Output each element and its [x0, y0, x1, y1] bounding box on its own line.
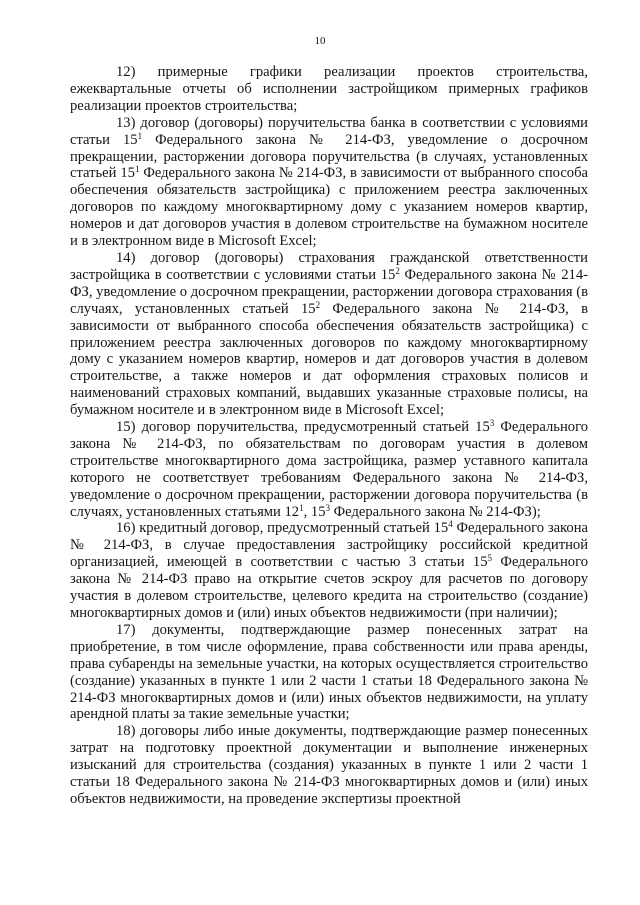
paragraph-item-18: 18) договоры либо иные документы, подтверждающие размер понесенных затрат на подготовку проектной документации и выполнение инженерных изысканий для строительства (создания) указанных в пункте 1 или 2 части 1 статьи 18 Федерального закона № 214-ФЗ многоквартирных домов и (или) иных объектов недвижимости, на проведение экспертизы проектной: [70, 723, 588, 807]
paragraph-item-15: 15) договор поручительства, предусмотренный статьей $15^3$ Федерального закона № 214-ФЗ, по обязательствам по договорам участия в долевом строительстве многоквартирного дома застройщика, размер уставного капитала которого не соответствует требованиям Федерального закона № 214-ФЗ, уведомление о досрочном прекращении, расторжении договора поручительства (в случаях, установленных статьями $12^1$, $15^3$ Федерального закона № 214-ФЗ);: [70, 418, 588, 520]
page-number: 10: [314, 35, 326, 47]
paragraph-item-12: 12) примерные графики реализации проектов строительства, ежеквартальные отчеты об исполнении застройщиком примерных графиков реализации проектов строительства;: [70, 64, 588, 114]
paragraph-item-16: 16) кредитный договор, предусмотренный статьей $15^4$ Федерального закона № 214-ФЗ, в случае предоставления застройщику российской кредитной организацией, имеющей в соответствии с частью 3 статьи $15^5$ Федерального закона № 214-ФЗ право на открытие счетов эскроу для расчетов по договору участия в долевом строительстве, целевого кредита на строительство (создание) многоквартирных домов и (или) иных объектов недвижимости (при наличии);: [70, 519, 588, 621]
document-body: [70, 64, 588, 808]
paragraph-item-17: 17) документы, подтверждающие размер понесенных затрат на приобретение, в том числе оформление, права собственности или права аренды, права субаренды на земельные участки, на которых осуществляется строительство (создание) указанных в пункте 1 или 2 части 1 статьи 18 Федерального закона № 214-ФЗ многоквартирных домов и (или) иных объектов недвижимости, на уплату арендной платы за такие земельные участки;: [70, 621, 588, 723]
paragraph-item-14: 14) договор (договоры) страхования гражданской ответственности застройщика в соответствии с условиями статьи $15^2$ Федерального закона № 214-ФЗ, уведомление о досрочном прекращении, расторжении договора страхования (в случаях, установленных статьей $15^2$ Федерального закона № 214-ФЗ, в зависимости от выбранного способа обеспечения обязательств застройщика) с приложением реестра заключенных договоров по каждому многоквартирному дому с указанием номеров квартир, номеров и дат договоров участия в долевом строительстве, а также номеров и дат оформления страховых полисов и наименований страховых компаний, выдавших указанные страховые полисы, на бумажном носителе и в электронном виде в Microsoft Excel;: [70, 249, 588, 419]
paragraph-item-13: 13) договор (договоры) поручительства банка в соответствии с условиями статьи $15^1$ Федерального закона № 214-ФЗ, уведомление о досрочном прекращении, расторжении договора поручительства (в случаях, установленных статьей $15^1$ Федерального закона № 214-ФЗ, в зависимости от выбранного способа обеспечения обязательств застройщика) с приложением реестра заключенных договоров по каждому многоквартирному дому с указанием номеров квартир, номеров и дат договоров участия в долевом строительстве на бумажном носителе и в электронном виде в Microsoft Excel;: [70, 114, 589, 250]
